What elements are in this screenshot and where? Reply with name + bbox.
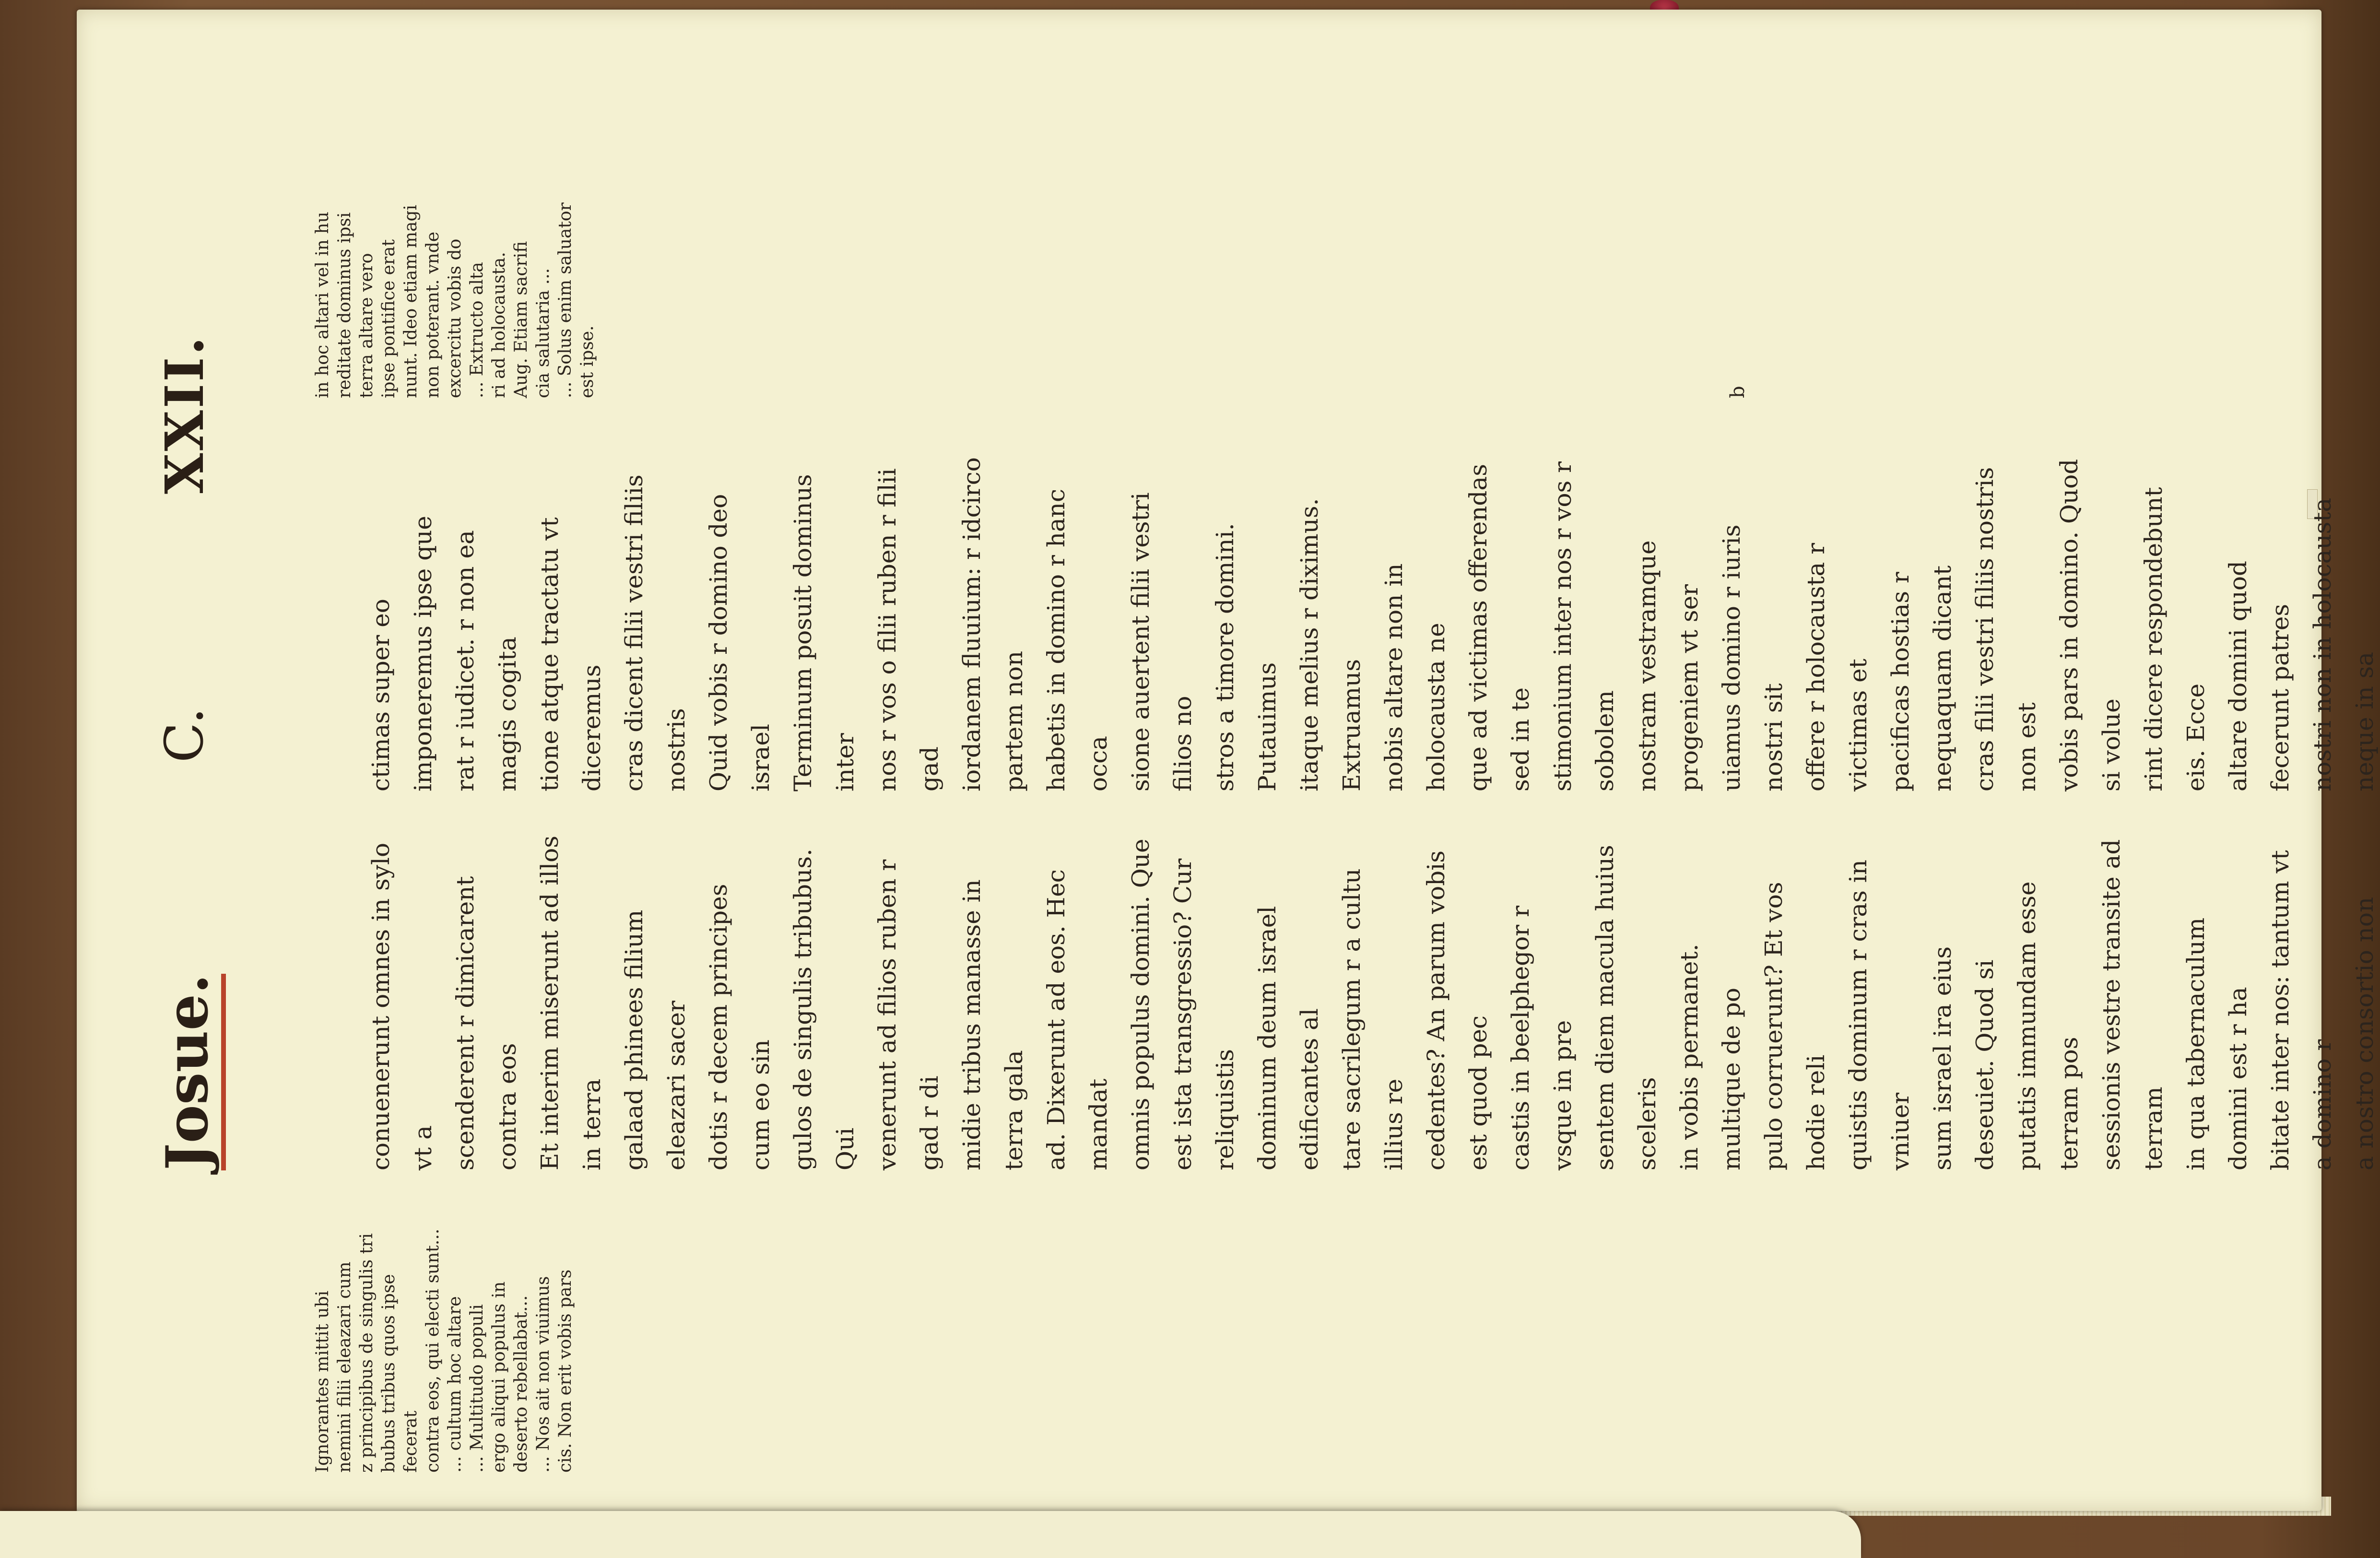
right-gloss-column: [312, 149, 599, 398]
book-title: Josue.: [153, 974, 226, 1170]
left-gloss-text: Ignorantes mittit ubi nemini filii eleazari cum z principibus de singulis tri bubus tribus quos ipse fecerat contra eos, qui electi sunt... ... cultum hoc altare ... Multitudo populi ergo aliqui populus in deserto rebellabat... ... Nos ait non viuimus cis. Non erit vobis pars: [313, 1228, 575, 1473]
main-text-column-2: [360, 456, 2380, 791]
running-header: [153, 19, 297, 1501]
next-page-edge: [0, 1511, 1861, 1558]
main-text-2: ctimas super eo imponeremus ipse que rat r iudicet. r non ea magis cogita tione atque tractatu vt diceremus cras dicent filii vestri filiis nostris Quid vobis r domino deo israel Terminum posuit dominus inter nos r vos o filii ruben r filii gad iordanem fluuium: r idcirco partem non habetis in domino r hanc occa sione auertent filii vestri filios no stros a timore domini. Putauimus itaque melius r diximus. Extruamus nobis altare non in holocausta ne que ad victimas offerendas sed in te stimonium inter nos r vos r sobolem nostram vestramque progeniem vt ser uiamus domino r iuris nostri sit offere r holocausta r victimas et pacificas hostias r nequaquam dicant cras filii vestri filiis nostris non est vobis pars in domino. Quod si volue rint dicere respondebunt eis. Ecce altare domini quod fecerunt patres nostri non in holocausta neque in sa: [367, 457, 2379, 791]
signature-mark: b: [1727, 386, 1749, 398]
chapter-number: XXII.: [153, 335, 215, 494]
chapter-mark: C.: [153, 707, 215, 763]
left-gloss-column: [312, 1223, 577, 1473]
page-text-rotated: [86, 19, 2379, 1501]
main-text-1: conuenerunt omnes in sylo vt a scenderent r dimicarent contra eos Et interim miserunt ad illos in terra galaad phinees filium eleazari sacer dotis r decem principes cum eo sin gulos de singulis tribubus. Qui venerunt ad filios ruben r gad r di midie tribus manasse in terra gala ad. Dixerunt ad eos. Hec mandat omnis populus domini. Que est ista transgressio? Cur reliquistis dominum deum israel edificantes al tare sacrilegum r a cultu illius re cedentes? An parum vobis est quod pec castis in beelphegor r vsque in pre sentem diem macula huius sceleris in vobis permanet. multique de po pulo corruerunt? Et vos hodie reli quistis dominum r cras in vniuer sum israel ira eius deseuiet. Quod si putatis immundam esse terram pos sessionis vestre transite ad terram in qua tabernaculum domini est r ha bitate inter nos: tantum vt a domino r a nostro consortio non: [367, 836, 2379, 1170]
right-gloss-text: in hoc altari vel in hu reditate dominus ipsi terra altare vero ipse pontifice erat nunt. Ideo etiam magi non poterant. vnde excercitu vobis do ... Extructo alta ri ad holocausta. Aug. Etiam sacrifi cia salutaria ... ... Solus enim saluator est ipse.: [313, 202, 597, 398]
main-text-column-1: [360, 835, 2380, 1170]
